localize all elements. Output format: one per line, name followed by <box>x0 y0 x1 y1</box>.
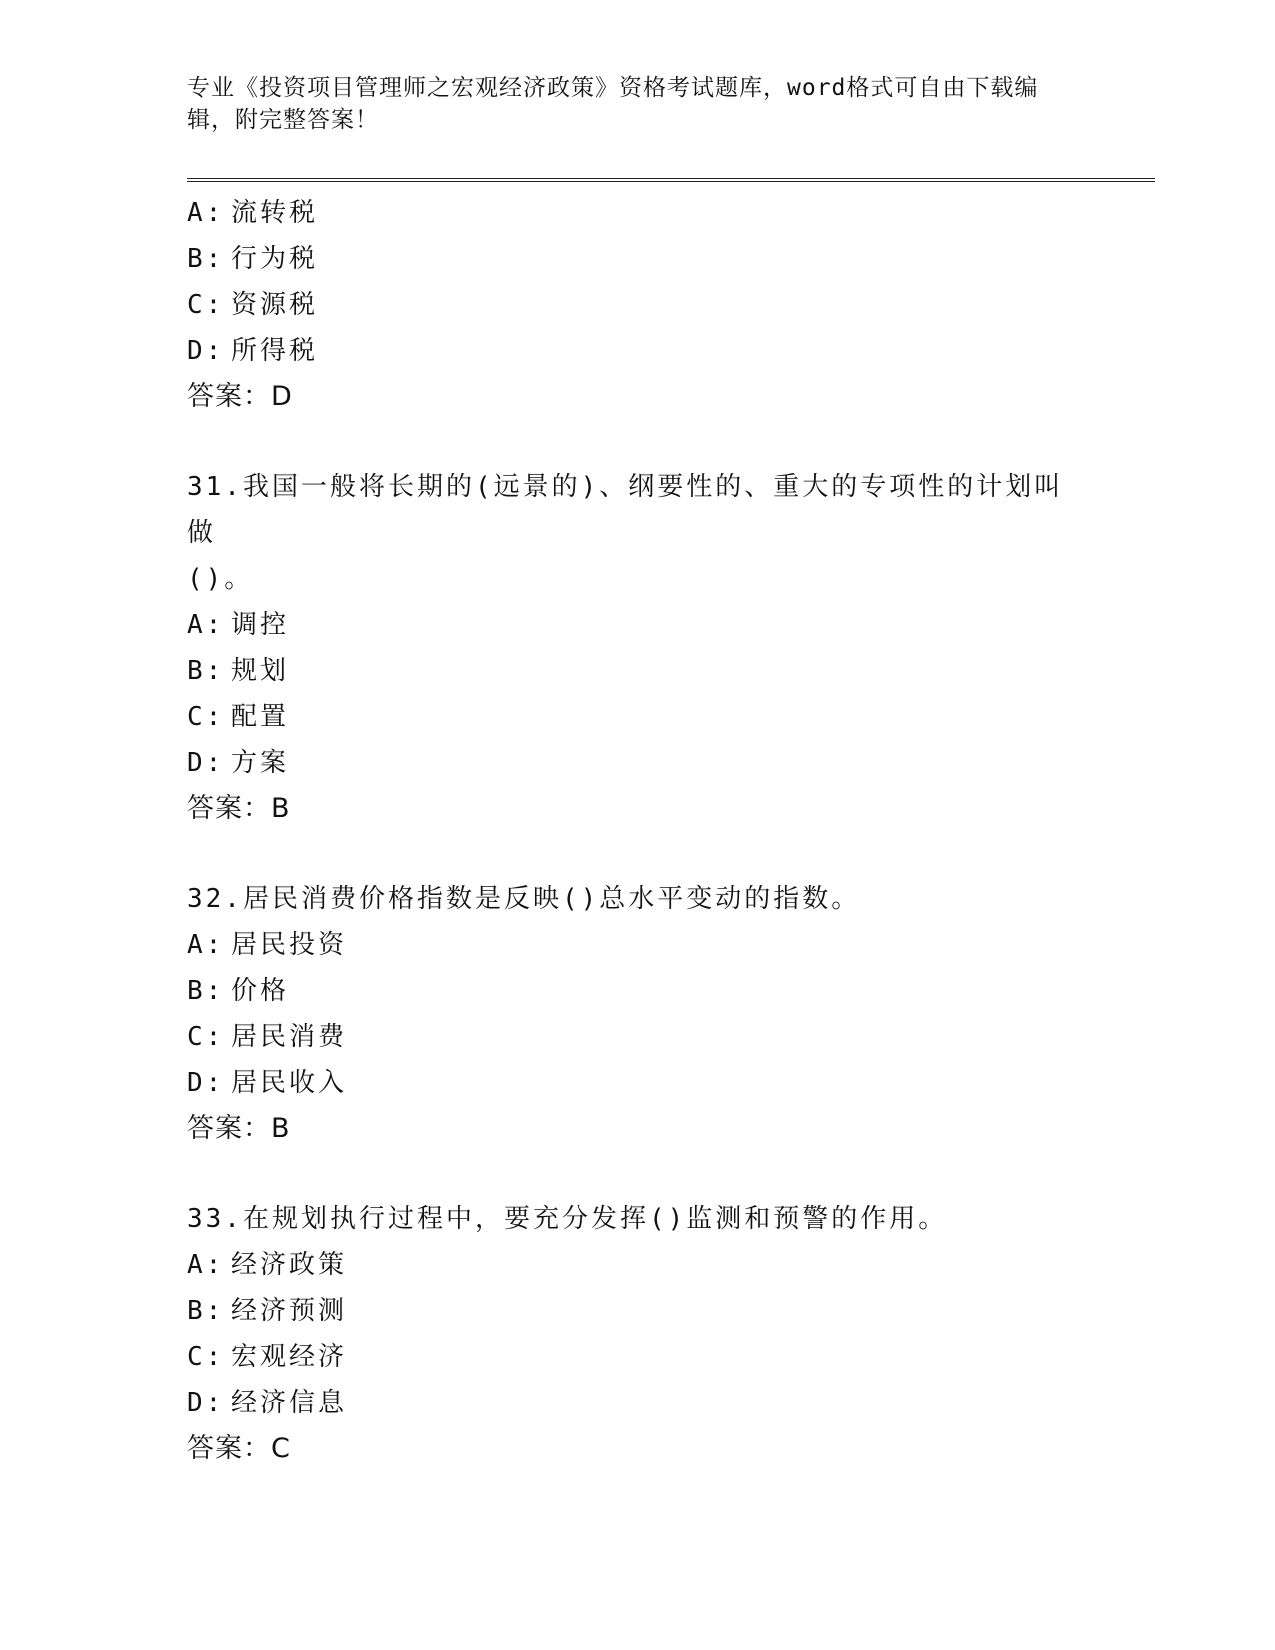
option-c: C: 配置 <box>187 702 290 732</box>
option-d: D: 经济信息 <box>187 1388 348 1418</box>
question-33 <box>187 1196 1087 1472</box>
header-divider <box>187 178 1155 182</box>
page-header <box>187 72 1067 136</box>
option-c: C: 宏观经济 <box>187 1342 348 1372</box>
option-d: D: 方案 <box>187 748 290 778</box>
option-c: C: 居民消费 <box>187 1022 348 1052</box>
option-b: B: 经济预测 <box>187 1296 348 1326</box>
question-stem: 32.居民消费价格指数是反映()总水平变动的指数。 <box>187 884 861 914</box>
header-line-1: 专业《投资项目管理师之宏观经济政策》资格考试题库，word格式可自由下载编 <box>187 75 1039 101</box>
header-line-2: 辑，附完整答案！ <box>187 107 379 133</box>
option-b: B: 规划 <box>187 656 290 686</box>
question-list <box>187 190 1087 1472</box>
option-a: A: 调控 <box>187 610 290 640</box>
option-a: A: 流转税 <box>187 198 319 228</box>
option-c: C: 资源税 <box>187 290 319 320</box>
question-stem: 31.我国一般将长期的(远景的)、纲要性的、重大的专项性的计划叫做 ()。 <box>187 472 1064 594</box>
option-b: B: 行为税 <box>187 244 319 274</box>
answer: 答案：B <box>187 793 291 824</box>
option-a: A: 经济政策 <box>187 1250 348 1280</box>
answer: 答案：D <box>187 381 293 412</box>
question-30 <box>187 190 1087 420</box>
question-32 <box>187 876 1087 1152</box>
answer: 答案：C <box>187 1433 291 1464</box>
option-d: D: 所得税 <box>187 336 319 366</box>
answer: 答案：B <box>187 1113 291 1144</box>
question-stem: 33.在规划执行过程中，要充分发挥()监测和预警的作用。 <box>187 1204 948 1234</box>
option-d: D: 居民收入 <box>187 1068 348 1098</box>
question-31 <box>187 464 1087 832</box>
option-a: A: 居民投资 <box>187 930 348 960</box>
option-b: B: 价格 <box>187 976 290 1006</box>
